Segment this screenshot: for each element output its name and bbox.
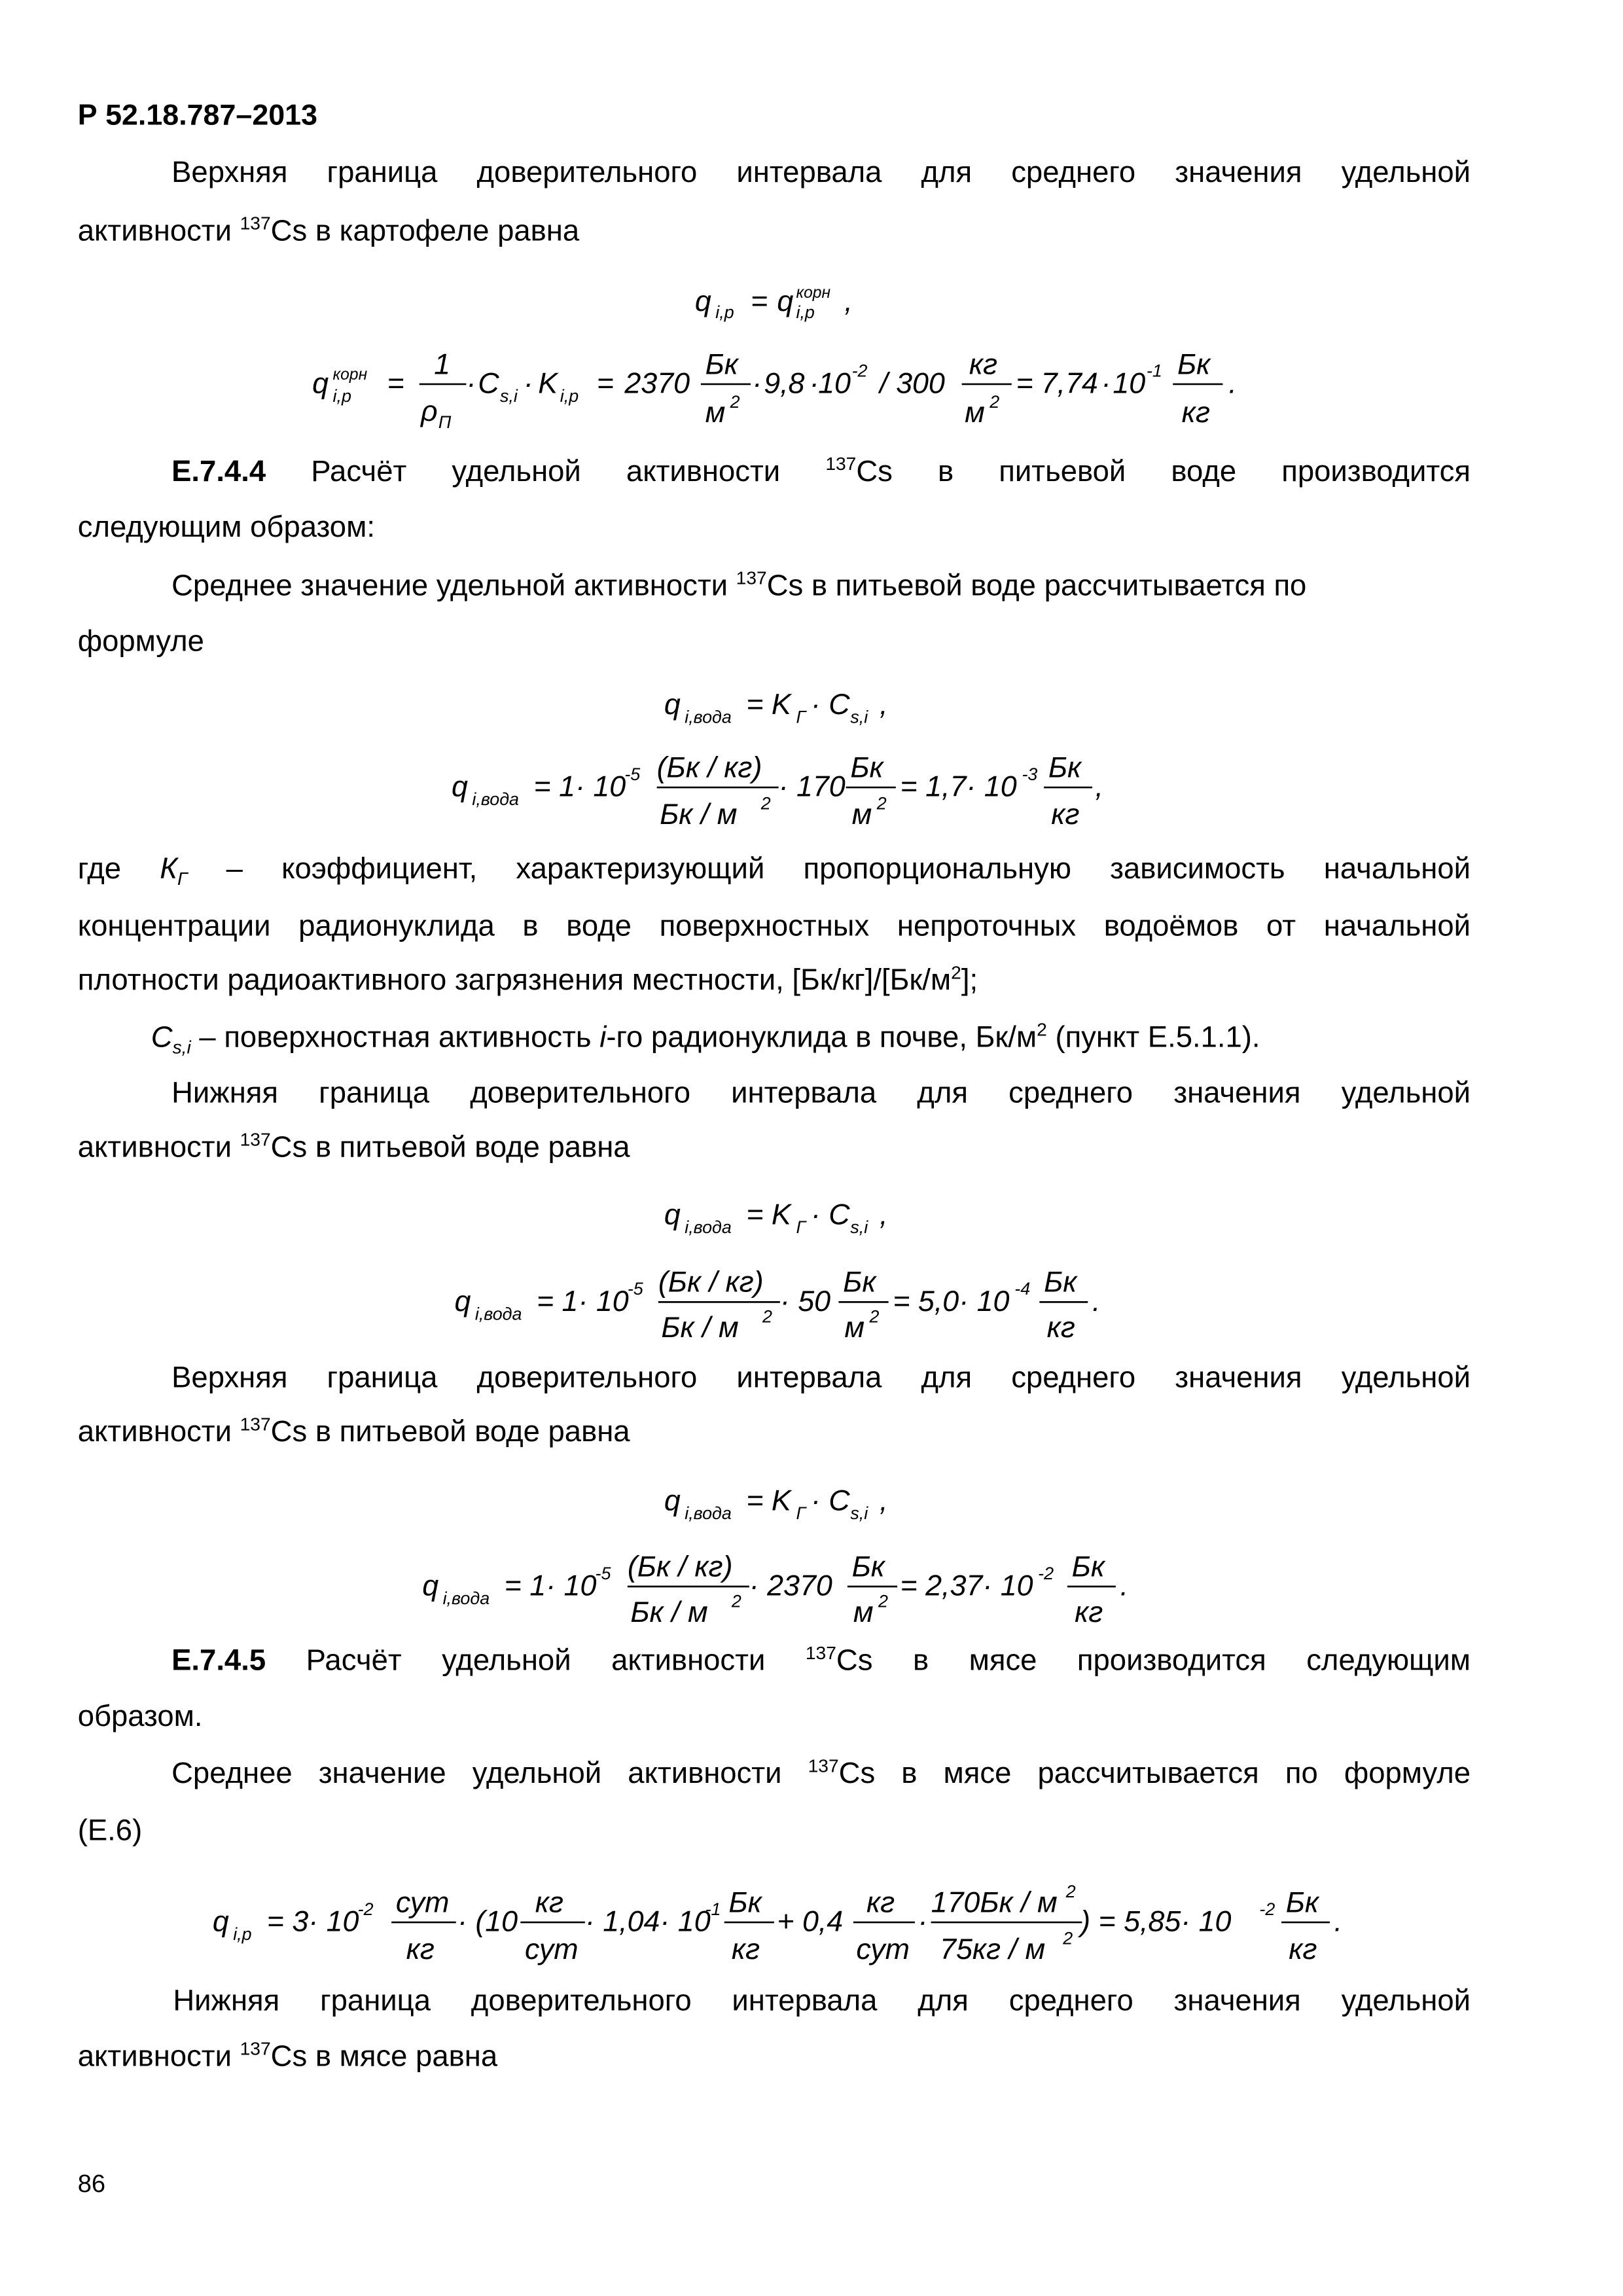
fraction-numerator: (Бк / кг) [656, 751, 762, 784]
text-line [78, 2041, 497, 2075]
formula-subscript: i,p [332, 386, 351, 406]
text: Расчёт удельной активности [266, 456, 826, 489]
paragraph-upper-bound-potato [78, 145, 1471, 202]
formula-value: 10 [1113, 367, 1146, 400]
formula-subscript: i,вода [685, 1217, 732, 1238]
text-line [171, 1755, 1471, 1791]
formula-value: · 50 [779, 1284, 831, 1318]
formula-symbol: q [312, 367, 329, 400]
formula-punct: , [880, 1198, 888, 1231]
text: активности [77, 1132, 240, 1164]
formula-value: · 170 [778, 770, 846, 803]
symbol-i: i [599, 1022, 607, 1054]
formula-value: = 1· 10 [504, 1569, 597, 1602]
formula-subscript: i,вода [472, 789, 520, 809]
formula-superscript: 2 [1063, 1928, 1073, 1948]
formula-value: + 0,4 [777, 1905, 844, 1938]
formula-qkorn-potato [0, 334, 1623, 437]
fraction-denominator: Бк / м [660, 798, 738, 831]
isotope-mass: 137 [808, 1755, 839, 1777]
text: Cs в питьевой воде равна [270, 1416, 630, 1449]
isotope-mass: 137 [805, 1643, 836, 1664]
formula-symbol: q [664, 1198, 681, 1231]
fraction-denominator: кг [1181, 396, 1210, 429]
formula-value: = 3· 10 [266, 1905, 359, 1938]
fraction-numerator: кг [866, 1886, 895, 1919]
formula-subscript: i,p [233, 1924, 252, 1944]
formula-superscript: 2 [760, 793, 771, 814]
fraction-denominator: м [705, 396, 726, 429]
symbol-k: К [160, 853, 178, 886]
formula-value: = 2,37· 10 [900, 1569, 1033, 1602]
fraction-numerator: кг [969, 348, 998, 381]
formula-symbol: = K [746, 1198, 791, 1231]
formula-subscript: i,вода [685, 707, 732, 727]
text-line: концентрации радионуклида в воде поверхностных непроточных водоёмов от начальной [77, 910, 1471, 943]
paragraph-mean-meat [78, 1746, 1471, 1803]
fraction-numerator: 1 [434, 348, 451, 381]
text-line [78, 215, 579, 249]
formula-superscript: 2 [878, 1591, 888, 1611]
text: Cs в питьевой воде производится [856, 456, 1471, 489]
fraction-denominator: кг [1046, 1311, 1075, 1344]
text-line [78, 1416, 630, 1450]
formula-superscript: 2 [869, 1306, 880, 1327]
formula-exponent: -5 [595, 1563, 611, 1583]
formula-subscript: Г [796, 1503, 806, 1523]
formula-q-water-definition-3 [0, 1475, 1623, 1528]
formula-subscript: i,вода [685, 1503, 732, 1523]
fraction-numerator: Бк [851, 1550, 885, 1583]
formula-symbol: K [538, 367, 558, 400]
formula-symbol: q [694, 284, 711, 317]
text: -го радионуклида в почве, Бк/м [606, 1022, 1037, 1054]
formula-superscript: 2 [876, 793, 887, 814]
formula-operator: · [918, 1905, 928, 1938]
fraction-denominator: кг [406, 1933, 435, 1966]
text: Расчёт удельной активности [266, 1645, 806, 1677]
formula-symbol: q [422, 1569, 439, 1602]
text-line: формуле [77, 626, 204, 658]
formula-exponent: -4 [1014, 1279, 1031, 1299]
fraction-numerator: Бк [728, 1886, 762, 1919]
formula-value: · 1,04· 10 [584, 1905, 711, 1938]
formula-value: · 2370 [749, 1569, 832, 1602]
fraction-denominator: Бк / м [630, 1595, 708, 1628]
symbol-c: C [151, 1022, 173, 1054]
fraction-numerator: кг [535, 1886, 563, 1919]
fraction-denominator: кг [1289, 1933, 1317, 1966]
text-line [171, 570, 1306, 604]
formula-symbol: · C [810, 688, 850, 721]
formula-value: 9,8 [764, 367, 805, 400]
page-number: 86 [77, 2170, 106, 2198]
symbol-subscript: Г [177, 869, 188, 889]
formula-exponent: -2 [357, 1899, 374, 1919]
formula-value: = 1· 10 [533, 770, 626, 803]
text: Cs в питьевой воде равна [270, 1132, 630, 1164]
fraction-numerator: (Бк / кг) [658, 1265, 764, 1299]
text: – коэффициент, характеризующий пропорциональную зависимость начальной [187, 853, 1471, 886]
formula-value: = 1· 10 [536, 1284, 629, 1318]
text: плотности радиоактивного загрязнения местности, [Бк/кг]/[Бк/м [77, 965, 952, 997]
formula-exponent: -1 [705, 1899, 721, 1919]
text: Cs в картофеле равна [270, 215, 580, 248]
formula-subscript: i,p [796, 302, 815, 323]
formula-punct: . [1092, 1284, 1101, 1318]
formula-exponent: -1 [1146, 361, 1162, 381]
formula-symbol: q [777, 284, 794, 317]
text: – поверхностная активность [190, 1022, 600, 1054]
formula-superscript: 2 [990, 391, 1000, 412]
text: активности [77, 215, 240, 248]
text-line [77, 962, 978, 999]
formula-symbol: C [478, 367, 499, 400]
text-line: Нижняя граница доверительного интервала для среднего значения удельной [171, 1077, 1471, 1110]
text-line: Верхняя граница доверительного интервала для среднего значения удельной [171, 156, 1471, 189]
document-number: Р 52.18.787–2013 [77, 99, 318, 132]
fraction-numerator: сут [395, 1886, 450, 1919]
formula-subscript: Г [796, 707, 806, 727]
formula-value: 10 [818, 367, 851, 400]
text: Среднее значение удельной активности [171, 570, 736, 603]
text-line: следующим образом: [77, 511, 375, 545]
formula-subscript: i,вода [474, 1304, 522, 1324]
formula-punct: , [844, 284, 853, 317]
formula-subscript: s,i [850, 1217, 868, 1238]
formula-symbol: q [452, 770, 468, 803]
formula-operator: · [466, 367, 476, 400]
fraction-numerator: Бк [1285, 1886, 1319, 1919]
text: активности [77, 1416, 240, 1449]
formula-value: / 300 [880, 367, 945, 400]
formula-operator: = [1016, 367, 1033, 400]
fraction-numerator: Бк [850, 751, 883, 784]
formula-operator: · [523, 367, 533, 400]
isotope-mass: 137 [736, 568, 767, 589]
text-line [78, 842, 1471, 899]
formula-exponent: -5 [627, 1279, 643, 1299]
text-line: Нижняя граница доверительного интервала для среднего значения удельной [173, 1985, 1471, 2018]
text: Cs в мясе рассчитывается по формуле [838, 1758, 1471, 1791]
formula-operator: = [387, 367, 404, 400]
fraction-denominator: кг [1075, 1595, 1103, 1628]
isotope-mass: 137 [240, 1414, 271, 1435]
fraction-denominator: ρ [420, 394, 438, 427]
paragraph-upper-bound-water [78, 1350, 1471, 1407]
fraction-numerator: Бк [705, 348, 738, 381]
formula-symbol: · C [810, 1484, 850, 1517]
section-number: Е.7.4.4 [171, 456, 266, 489]
formula-punct: , [880, 1484, 888, 1517]
formula-subscript: i,вода [442, 1588, 490, 1608]
fraction-denominator: м [844, 1311, 865, 1344]
formula-symbol: = K [746, 688, 791, 721]
formula-exponent: -2 [851, 361, 868, 381]
formula-symbol: q [454, 1284, 471, 1318]
formula-subscript: Г [796, 1217, 806, 1238]
formula-subscript: s,i [499, 386, 518, 406]
superscript: 2 [951, 962, 961, 984]
formula-qip-equals-qkorn [0, 268, 1623, 327]
paragraph-lower-bound-meat [173, 1973, 1471, 2030]
text-line [171, 1645, 1471, 1677]
formula-punct: , [880, 688, 888, 721]
fraction-numerator: Бк [1048, 751, 1082, 784]
formula-punct: . [1120, 1569, 1129, 1602]
fraction-numerator: 170Бк / м [931, 1886, 1058, 1919]
formula-q-water-mean [0, 740, 1623, 837]
formula-q-water-definition-1 [0, 679, 1623, 732]
isotope-mass: 137 [240, 2039, 271, 2060]
isotope-mass: 137 [240, 1130, 271, 1151]
fraction-denominator: 75кг / м [940, 1933, 1046, 1966]
formula-value: ) = 5,85· 10 [1080, 1905, 1232, 1938]
formula-exponent: -2 [1259, 1899, 1275, 1919]
formula-exponent: -2 [1038, 1563, 1054, 1583]
formula-exponent: -5 [624, 764, 641, 784]
formula-symbol: q [664, 1484, 681, 1517]
formula-subscript: П [438, 412, 452, 433]
formula-q-water-lower [0, 1249, 1623, 1346]
fraction-denominator: м [851, 798, 872, 831]
fraction-numerator: Бк [1071, 1550, 1105, 1583]
paragraph-section-e745 [78, 1634, 1471, 1691]
formula-superscript: 2 [731, 1591, 741, 1611]
formula-operator: = [596, 367, 614, 400]
text: Cs в питьевой воде рассчитывается по [766, 570, 1307, 603]
fraction-denominator: кг [1051, 798, 1080, 831]
fraction-denominator: м [965, 396, 985, 429]
text-line-cs-definition [151, 1022, 1260, 1056]
fraction-denominator: сут [856, 1933, 910, 1966]
formula-operator: · [752, 367, 762, 400]
formula-symbol: · C [810, 1198, 850, 1231]
formula-superscript: корн [796, 283, 831, 302]
fraction-numerator: Бк [1044, 1265, 1077, 1299]
fraction-denominator: кг [731, 1933, 760, 1966]
text-line: образом. [77, 1700, 203, 1734]
formula-subscript: i,p [715, 302, 734, 323]
formula-subscript: s,i [850, 1503, 868, 1523]
text: Cs в мясе производится следующим [836, 1645, 1471, 1677]
formula-operator: · [809, 367, 819, 400]
text: ]; [961, 965, 978, 997]
formula-symbol: = K [746, 1484, 791, 1517]
fraction-numerator: Бк [1177, 348, 1211, 381]
fraction-denominator: Бк / м [661, 1311, 739, 1344]
isotope-mass: 137 [240, 213, 271, 234]
text: Среднее значение удельной активности [171, 1758, 808, 1791]
paragraph-kg-definition [78, 842, 1471, 956]
paragraph-section-e744 [78, 444, 1471, 501]
fraction-denominator: м [853, 1595, 874, 1628]
formula-punct: . [1228, 367, 1237, 400]
formula-q-water-upper [0, 1534, 1623, 1630]
formula-punct: , [1095, 770, 1103, 803]
text-line: (Е.6) [77, 1815, 143, 1848]
text: (пункт Е.5.1.1). [1046, 1022, 1260, 1054]
formula-value: 2370 [624, 367, 690, 400]
formula-superscript: 2 [730, 391, 740, 412]
fraction-numerator: Бк [843, 1265, 876, 1299]
formula-q-meat-mean [0, 1867, 1623, 1969]
text: Cs в мясе равна [270, 2041, 498, 2073]
formula-symbol: q [212, 1905, 229, 1938]
formula-subscript: s,i [850, 707, 868, 727]
formula-q-water-definition-2 [0, 1189, 1623, 1242]
isotope-mass: 137 [825, 454, 857, 475]
text-line [78, 1132, 630, 1166]
formula-superscript: корн [332, 366, 368, 384]
formula-value: = 5,0· 10 [893, 1284, 1010, 1318]
formula-value: 7,74 [1041, 367, 1098, 400]
text-line: Верхняя граница доверительного интервала для среднего значения удельной [171, 1362, 1471, 1395]
formula-subscript: i,p [560, 386, 579, 406]
symbol-subscript: s,i [172, 1037, 191, 1058]
text: где [77, 853, 160, 886]
formula-operator: = [751, 284, 768, 317]
formula-superscript: 2 [1065, 1881, 1076, 1901]
formula-superscript: 2 [762, 1306, 772, 1327]
formula-value: = 1,7· 10 [900, 770, 1017, 803]
text-line [171, 456, 1471, 488]
section-number: Е.7.4.5 [171, 1645, 266, 1677]
text: активности [77, 2041, 240, 2073]
formula-punct: . [1334, 1905, 1343, 1938]
formula-exponent: -3 [1022, 764, 1038, 784]
formula-symbol: q [664, 688, 681, 721]
fraction-numerator: (Бк / кг) [627, 1550, 733, 1583]
formula-value: · (10 [457, 1905, 518, 1938]
fraction-denominator: сут [525, 1933, 579, 1966]
superscript: 2 [1037, 1020, 1047, 1041]
formula-operator: · [1101, 367, 1111, 400]
paragraph-lower-bound-water [78, 1066, 1471, 1123]
